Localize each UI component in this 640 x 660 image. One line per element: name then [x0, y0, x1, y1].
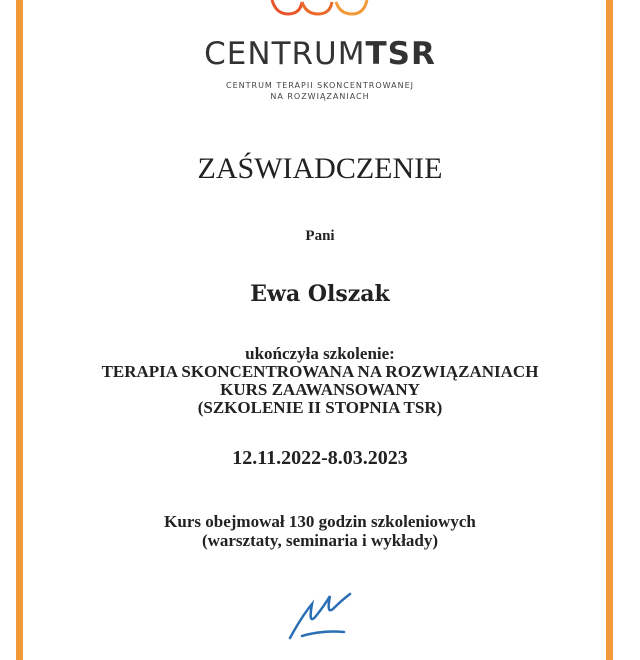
course-title-line2: KURS ZAAWANSOWANY	[220, 380, 420, 399]
completed-text: ukończyła szkolenie:	[245, 344, 395, 363]
salutation: Pani	[305, 228, 335, 244]
course-hours-line2: (warsztaty, seminaria i wykłady)	[201, 531, 439, 550]
course-title-line1: TERAPIA SKONCENTROWANA NA ROZWIĄZANIACH	[101, 362, 539, 381]
course-title-line3: (SZKOLENIE II STOPNIA TSR)	[197, 398, 443, 417]
logo-swirl-icon	[0, 0, 640, 22]
brand-light-text: CENTRUM	[204, 36, 366, 72]
course-dates: 12.11.2022-8.03.2023	[232, 447, 408, 469]
course-hours-line1: Kurs obejmował 130 godzin szkoleniowych	[164, 512, 476, 531]
recipient-name: Ewa Olszak	[250, 281, 390, 307]
brand-subtitle-line2: NA ROZWIĄZANIACH	[270, 92, 370, 101]
handwritten-signature-icon	[272, 586, 382, 646]
brand-subtitle-line1: CENTRUM TERAPII SKONCENTROWANEJ	[226, 81, 414, 90]
certificate-title: ZAŚWIADCZENIE	[197, 152, 443, 185]
brand-bold-text: TSR	[365, 36, 436, 72]
brand-logo-text	[0, 36, 640, 72]
